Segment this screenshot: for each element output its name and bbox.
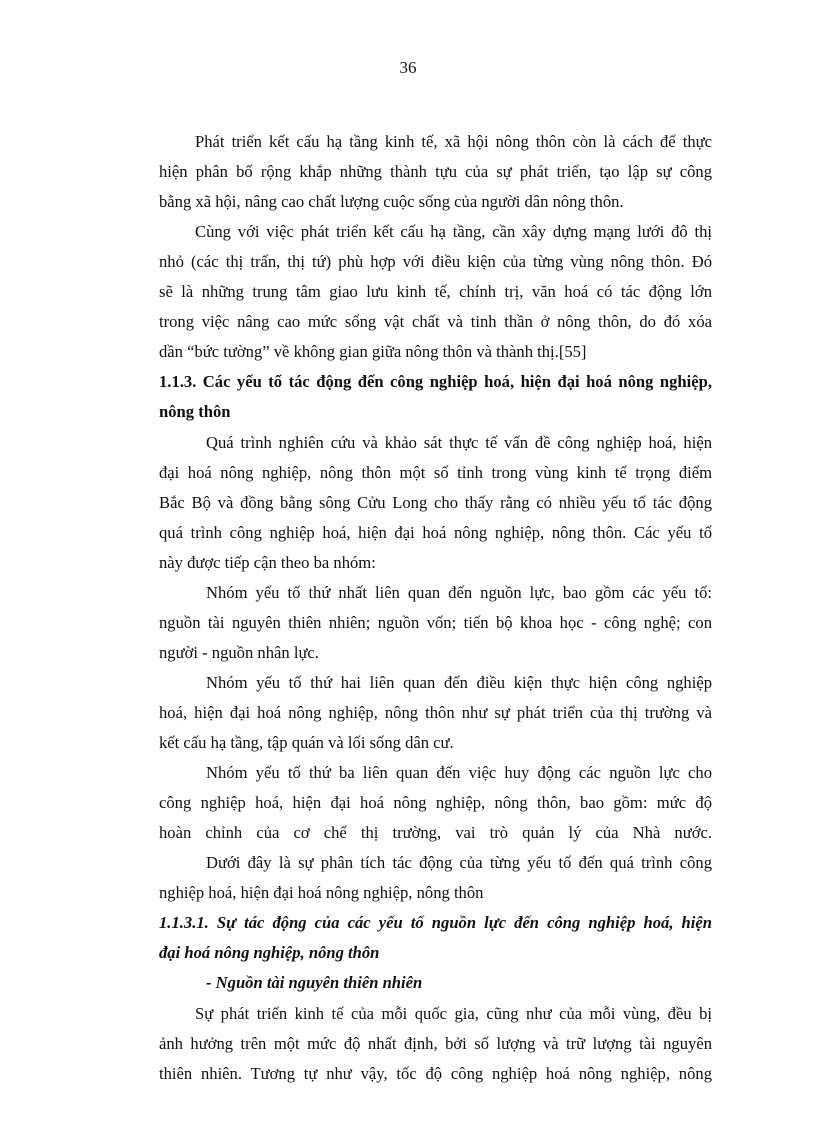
text-line: Dưới đây là sự phân tích tác động của từng yếu tố đến quá trình công: [206, 853, 712, 873]
text-line: ảnh hưởng trên một mức độ nhất định, bởi số lượng và trữ lượng tài nguyên: [159, 1033, 712, 1053]
text-line: quá trình công nghiệp hoá, hiện đại hoá nông nghiệp, nông thôn. Các yếu tố: [159, 522, 712, 542]
text-line: - Nguồn tài nguyên thiên nhiên: [206, 973, 423, 993]
text-line: hiện phân bố rộng khắp những thành tựu của sự phát triển, tạo lập sự công: [159, 162, 712, 182]
text-line: Phát triển kết cấu hạ tầng kinh tế, xã hội nông thôn còn là cách để thực: [195, 132, 712, 151]
text-line: Nhóm yếu tố thứ hai liên quan đến điều kiện thực hiện công nghiệp: [206, 672, 712, 692]
text-line: trong việc nâng cao mức sống vật chất và tinh thần ở nông thôn, do đó xóa: [159, 312, 712, 332]
text-line: Cùng với việc phát triển kết cấu hạ tầng, cần xây dựng mạng lưới đô thị: [195, 222, 712, 242]
text-line: đại hoá nông nghiệp, nông thôn một số tỉnh trong vùng kinh tế trọng điểm: [159, 462, 712, 482]
text-line: Sự phát triển kinh tế của mỗi quốc gia, cũng như của mỗi vùng, đều bị: [195, 1003, 712, 1023]
text-line: hoá, hiện đại hoá nông nghiệp, nông thôn như sự phát triển của thị trường và: [159, 703, 712, 722]
text-line: nguồn tài nguyên thiên nhiên; nguồn vốn; tiến bộ khoa học - công nghệ; con: [159, 612, 712, 632]
text-line: dần “bức tường” về không gian giữa nông thôn và thành thị.[55]: [159, 342, 587, 362]
text-line: nhỏ (các thị trấn, thị tứ) phù hợp với điều kiện của từng vùng nông thôn. Đó: [159, 252, 712, 272]
text-line: Quá trình nghiên cứu và khảo sát thực tế vấn đề công nghiệp hoá, hiện: [206, 432, 712, 452]
text-line: 1.1.3.1. Sự tác động của các yếu tố nguồn lực đến công nghiệp hoá, hiện: [159, 913, 712, 933]
text-line: Nhóm yếu tố thứ nhất liên quan đến nguồn lực, bao gồm các yếu tố:: [206, 582, 712, 602]
text-line: kết cấu hạ tầng, tập quán và lối sống dân cư.: [159, 733, 454, 752]
text-line: thiên nhiên. Tương tự như vậy, tốc độ công nghiệp hoá nông nghiệp, nông: [159, 1063, 712, 1083]
text-line: công nghiệp hoá, hiện đại hoá nông nghiệp, nông thôn, bao gồm: mức độ: [159, 793, 712, 813]
text-line: Bắc Bộ và đồng bằng sông Cửu Long cho thấy rằng có nhiều yếu tố tác động: [159, 492, 712, 512]
text-line: bằng xã hội, nâng cao chất lượng cuộc sống của người dân nông thôn.: [159, 192, 624, 212]
page-number: 36: [399, 58, 417, 77]
text-line: đại hoá nông nghiệp, nông thôn: [159, 943, 380, 963]
text-line: Nhóm yếu tố thứ ba liên quan đến việc huy động các nguồn lực cho: [206, 763, 712, 783]
text-line: người - nguồn nhân lực.: [159, 642, 319, 662]
text-line: này được tiếp cận theo ba nhóm:: [159, 552, 376, 572]
text-line: nông thôn: [159, 402, 231, 422]
text-line: 1.1.3. Các yếu tố tác động đến công nghiệp hoá, hiện đại hoá nông nghiệp,: [159, 372, 712, 392]
text-line: hoàn chỉnh của cơ chế thị trường, vai trò quản lý của Nhà nước.: [159, 823, 712, 843]
text-line: sẽ là những trung tâm giao lưu kinh tế, chính trị, văn hoá có tác động lớn: [159, 282, 712, 302]
text-line: nghiệp hoá, hiện đại hoá nông nghiệp, nông thôn: [159, 883, 484, 903]
